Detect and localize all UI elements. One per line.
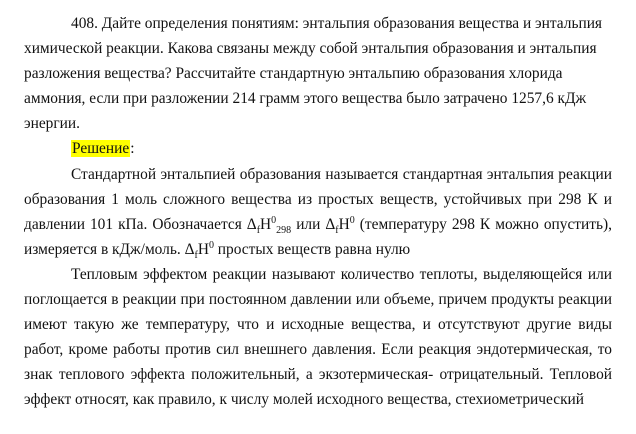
subscript-f: f [335, 224, 339, 236]
superscript-zero: 0 [271, 214, 277, 226]
definition-paragraph [24, 162, 612, 262]
subscript-298: 298 [276, 224, 292, 236]
subscript-f: f [194, 249, 198, 261]
definition-text-d: простых веществ равна нулю [213, 240, 411, 258]
delta-symbol: Δ [325, 215, 336, 233]
solution-heading [24, 136, 612, 161]
solution-colon: : [130, 140, 135, 158]
heat-effect-paragraph: Тепловым эффектом реакции называют количество теплоты, выделяющейся или поглощается в реакции при постоянном давлении или объеме, причем продукты реакции имеют такую же температуру, что и исходные вещества, и отсутствуют другие виды работ, кроме работы против сил внешнего давления. Если реакция эндотермическая, то знак теплового эффекта положительный, а экзотермическая- отрицательный. Тепловой эффект относят, как правило, к числу молей исходного вещества, стехиометрический [24, 265, 612, 409]
enthalpy-symbol: H [338, 215, 350, 233]
formula-delta-h-298 [246, 214, 292, 236]
formula-delta-h-simple [184, 239, 214, 261]
subscript-f: f [256, 224, 261, 236]
delta-symbol: Δ [184, 240, 195, 258]
definition-text-a: Стандартной энтальпией образования называется стандартная энтальпия реакции образования 1 моль сложного вещества из простых веществ, устойчивых при 298 К и давлении 101 кПа. Обозначается [24, 165, 612, 233]
problem-statement: 408. Дайте определения понятиям: энтальпия образования вещества и энтальпия химической реакции. Какова связаны между собой энтальпия образования и энтальпия разложения вещества? Рассчитайте стандартную энтальпию образования хлорида аммония, если при разложении 214 грамм этого вещества было затрачено 1257,6 кДж энергии. [24, 15, 603, 133]
definition-text-b: или [291, 215, 326, 233]
formula-delta-h [325, 214, 355, 236]
superscript-zero: 0 [208, 239, 214, 251]
document-page [24, 11, 612, 413]
delta-symbol: Δ [246, 215, 257, 233]
enthalpy-symbol: H [260, 215, 272, 233]
definition-text-c: (температуру 298 К можно опустить), измеряется в кДж/моль. [24, 215, 612, 258]
superscript-zero: 0 [349, 214, 355, 226]
enthalpy-symbol: H [197, 240, 209, 258]
solution-label: Решение [72, 140, 130, 158]
